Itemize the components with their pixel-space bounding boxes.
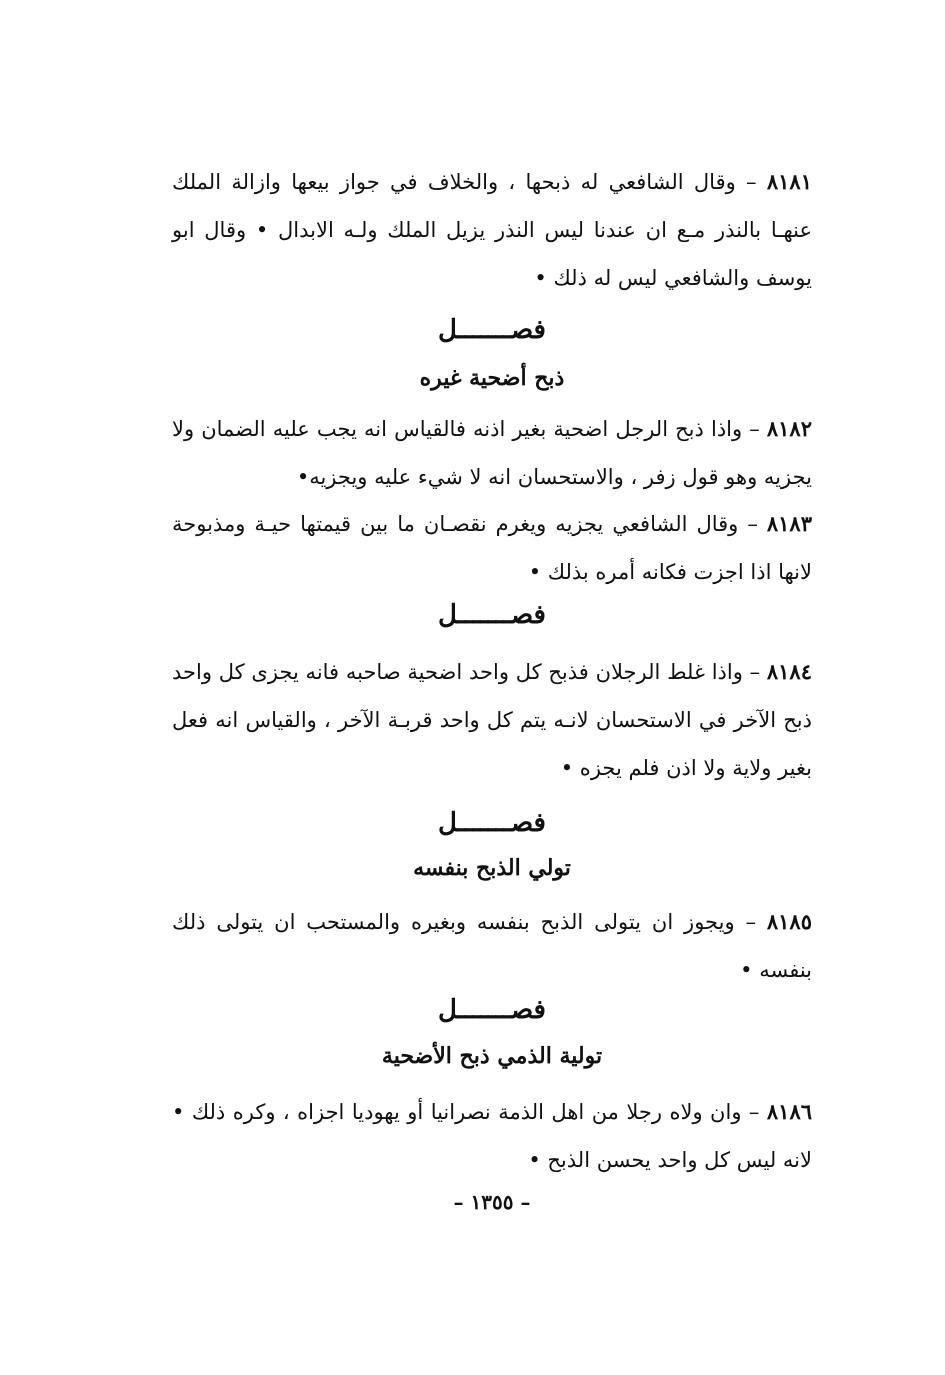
paragraph-8186	[172, 1088, 812, 1184]
section-subheading-1: ذبح أضحية غيره	[419, 365, 565, 391]
section-heading-fasl-1: فصـــــــل	[438, 315, 546, 345]
paragraph-text: – وقال الشافعي يجزيه ويغرم نقصـان ما بين قيمتها حيـة ومذبوحة لانها اذا اجزت فكانه أمره بذلك •	[172, 512, 812, 584]
paragraph-number: ٨١٨٥	[766, 909, 812, 934]
paragraph-text: – واذا غلط الرجلان فذبح كل واحد اضحية صاحبه فانه يجزى كل واحد ذبح الآخر في الاستحسان لانـه يتم كل واحد قربـة الآخر ، والقياس انه فعل بغير ولاية ولا اذن فلم يجزه •	[172, 660, 812, 780]
paragraph-8181	[172, 158, 812, 302]
paragraph-number: ٨١٨٦	[766, 1099, 813, 1124]
paragraph-number: ٨١٨٢	[766, 416, 812, 441]
paragraph-number: ٨١٨٣	[766, 511, 812, 536]
section-subheading-4: تولية الذمي ذبح الأضحية	[381, 1043, 603, 1069]
paragraph-8182	[172, 405, 812, 501]
paragraph-text: – ويجوز ان يتولى الذبح بنفسه وبغيره والمستحب ان يتولى ذلك بنفسه •	[172, 910, 812, 982]
section-heading-fasl-4: فصـــــــل	[438, 995, 546, 1025]
page-number: – ١٣٥٥ –	[453, 1190, 531, 1214]
paragraph-text: – وقال الشافعي له ذبحها ، والخلاف في جواز بيعها وازالة الملك عنهـا بالنذر مـع ان عندنا ليس النذر يزيل الملك ولـه الابدال • وقال ابو يوسف والشافعي ليس له ذلك •	[172, 170, 812, 290]
paragraph-text: – وان ولاه رجلا من اهل الذمة نصرانيا أو يهوديا اجزاه ، وكره ذلك • لانه ليس كل واحد يحسن الذبح •	[172, 1100, 812, 1172]
section-heading-fasl-3: فصـــــــل	[438, 808, 546, 838]
section-subheading-3: تولي الذبح بنفسه	[413, 855, 571, 881]
section-heading-fasl-2: فصـــــــل	[438, 600, 546, 630]
paragraph-8183	[172, 500, 812, 596]
paragraph-number: ٨١٨٤	[766, 659, 812, 684]
paragraph-number: ٨١٨١	[766, 169, 812, 194]
paragraph-8185	[172, 898, 812, 994]
paragraph-8184	[172, 648, 812, 792]
paragraph-text: – واذا ذبح الرجل اضحية بغير اذنه فالقياس انه يجب عليه الضمان ولا يجزيه وهو قول زفر ، والاستحسان انه لا شيء عليه ويجزيه•	[172, 417, 812, 489]
